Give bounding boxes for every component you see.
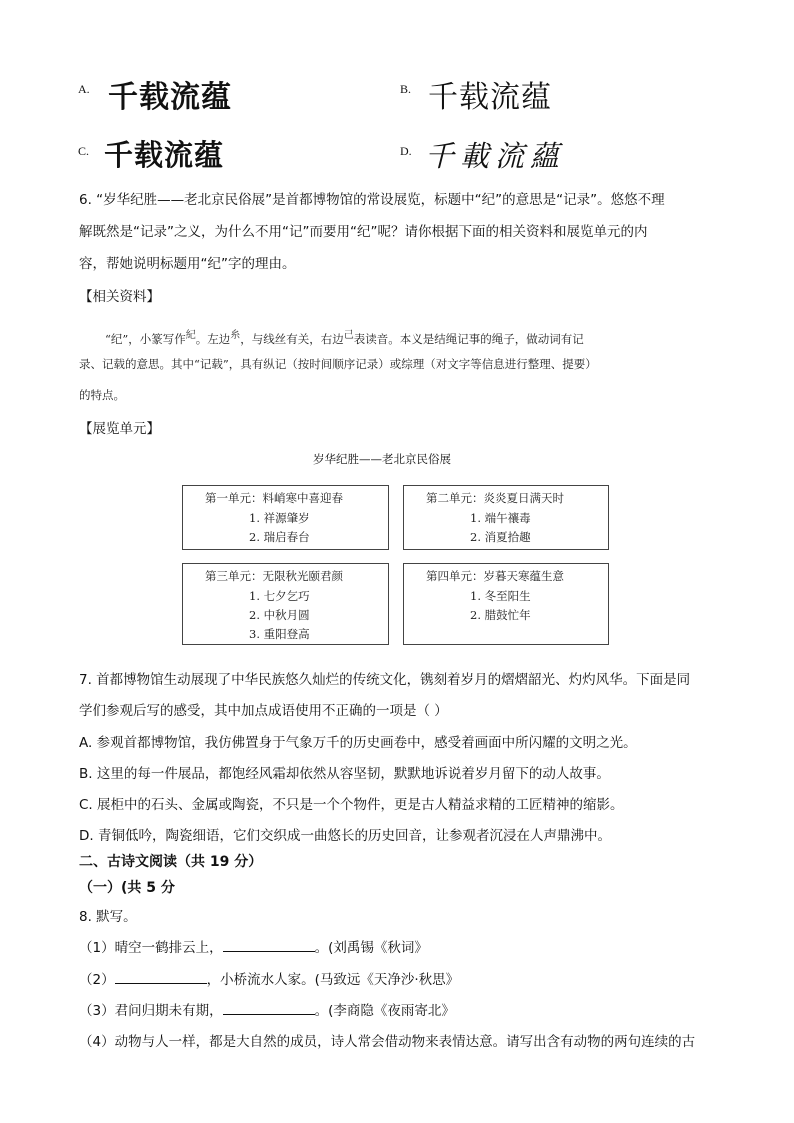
related-text-1d: 表读音。本义是结绳记事的绳子，做动词有记 — [353, 331, 584, 346]
q8-item-1-source: 。(刘禹锡《秋词》 — [314, 940, 428, 956]
q8-item-1-text: （1）晴空一鹤排云上， — [79, 940, 223, 956]
unit-box-2 — [403, 485, 609, 550]
unit-box-3 — [182, 563, 389, 645]
q8-item-2 — [79, 968, 459, 988]
q8-title: 8. 默写。 — [79, 909, 137, 925]
q7-option-d: D. 青铜低吟，陶瓷细语，它们交织成一曲悠长的历史回音，让参观者沉浸在人声鼎沸中。 — [79, 828, 611, 844]
unit-2-item-2: 2. 消夏拾趣 — [470, 530, 531, 544]
section-2-subheading: （一）(共 5 分 — [79, 880, 175, 896]
option-d-calligraphy: 千載流蘊 — [425, 139, 566, 173]
q8-item-3-blank — [223, 1002, 315, 1015]
q8-item-3-source: 。(李商隐《夜雨寄北》 — [314, 1003, 455, 1019]
q8-item-3 — [79, 999, 455, 1019]
q8-item-1 — [79, 936, 428, 956]
unit-2-title: 第二单元：炎炎夏日满天时 — [426, 491, 564, 505]
unit-3-item-2: 2. 中秋月圆 — [249, 608, 310, 622]
unit-3-item-3: 3. 重阳登高 — [249, 627, 310, 641]
q7-line-1: 7. 首都博物馆生动展现了中华民族悠久灿烂的传统文化，镌刻着岁月的熠熠韶光、灼灼风华。下面是同 — [79, 672, 691, 688]
option-c-calligraphy: 千载流蕴 — [104, 138, 225, 172]
related-text-1a: “纪”，小篆写作 — [105, 331, 186, 346]
q6-line-1: 6. “岁华纪胜——老北京民俗展”是首都博物馆的常设展览，标题中“纪”的意思是“记录”。悠悠不理 — [79, 192, 665, 208]
q6-line-3: 容，帮她说明标题用“纪”字的理由。 — [79, 256, 296, 272]
q7-line-2: 学们参观后写的感受，其中加点成语使用不正确的一项是（ ） — [79, 703, 448, 719]
unit-1-item-2: 2. 瑞启春台 — [249, 530, 310, 544]
unit-1-item-1: 1. 祥源肇岁 — [249, 511, 310, 525]
related-text-1c: ，与线丝有关，右边 — [240, 331, 344, 346]
exhibition-units-label: 【展览单元】 — [79, 421, 160, 437]
option-a-letter: A. — [78, 82, 90, 96]
seal-glyph-ji2: 己 — [343, 330, 354, 341]
q8-item-2-text: （2） — [79, 972, 115, 988]
q8-item-4: （4）动物与人一样，都是大自然的成员，诗人常会借动物来表情达意。请写出含有动物的两句连续的古 — [79, 1034, 696, 1050]
related-text-line-2: 录、记载的意思。其中“记载”，具有纵记（按时间顺序记录）或综理（对文字等信息进行整理、提要） — [79, 357, 597, 371]
related-text-line-1 — [105, 326, 584, 347]
q6-line-2: 解既然是“记录”之义，为什么不用“记”而要用“纪”呢？请你根据下面的相关资料和展览单元的内 — [79, 224, 648, 240]
unit-box-1 — [182, 485, 389, 550]
related-text-line-3: 的特点。 — [79, 388, 125, 402]
related-materials-label: 【相关资料】 — [79, 289, 160, 305]
related-text-1b: 。左边 — [195, 331, 231, 346]
q7-option-c: C. 展柜中的石头、金属或陶瓷，不只是一个个物件，更是古人精益求精的工匠精神的缩影。 — [79, 797, 624, 813]
q8-item-2-source: ，小桥流水人家。(马致远《天净沙·秋思》 — [206, 972, 460, 988]
q8-item-1-blank — [223, 939, 315, 952]
seal-glyph-si: 糸 — [230, 330, 241, 341]
unit-2-item-1: 1. 端午禳毒 — [470, 511, 531, 525]
unit-4-item-1: 1. 冬至阳生 — [470, 589, 531, 603]
option-d-letter: D. — [400, 144, 412, 158]
unit-4-item-2: 2. 腊鼓忙年 — [470, 608, 531, 622]
seal-glyph-ji: 紀 — [185, 330, 196, 341]
unit-3-title: 第三单元：无限秋光颐君颜 — [205, 569, 343, 583]
q7-option-b: B. 这里的每一件展品，都饱经风霜却依然从容坚韧，默默地诉说着岁月留下的动人故事。 — [79, 766, 610, 782]
q7-option-a: A. 参观首都博物馆，我仿佛置身于气象万千的历史画卷中，感受着画面中所闪耀的文明之光。 — [79, 735, 637, 751]
option-a-calligraphy: 千载流蕴 — [108, 80, 232, 115]
unit-4-title: 第四单元：岁暮天寒蕴生意 — [426, 569, 564, 583]
unit-1-title: 第一单元：料峭寒中喜迎春 — [205, 491, 343, 505]
q8-item-2-blank — [115, 971, 207, 984]
unit-box-4 — [403, 563, 609, 645]
exhibition-title: 岁华纪胜——老北京民俗展 — [313, 452, 451, 466]
unit-3-item-1: 1. 七夕乞巧 — [249, 589, 310, 603]
option-b-letter: B. — [400, 82, 412, 96]
option-c-letter: C. — [78, 144, 90, 158]
q8-item-3-text: （3）君问归期未有期， — [79, 1003, 223, 1019]
option-b-calligraphy: 千载流蕴 — [428, 80, 552, 115]
section-2-heading: 二、古诗文阅读（共 19 分） — [79, 854, 263, 870]
